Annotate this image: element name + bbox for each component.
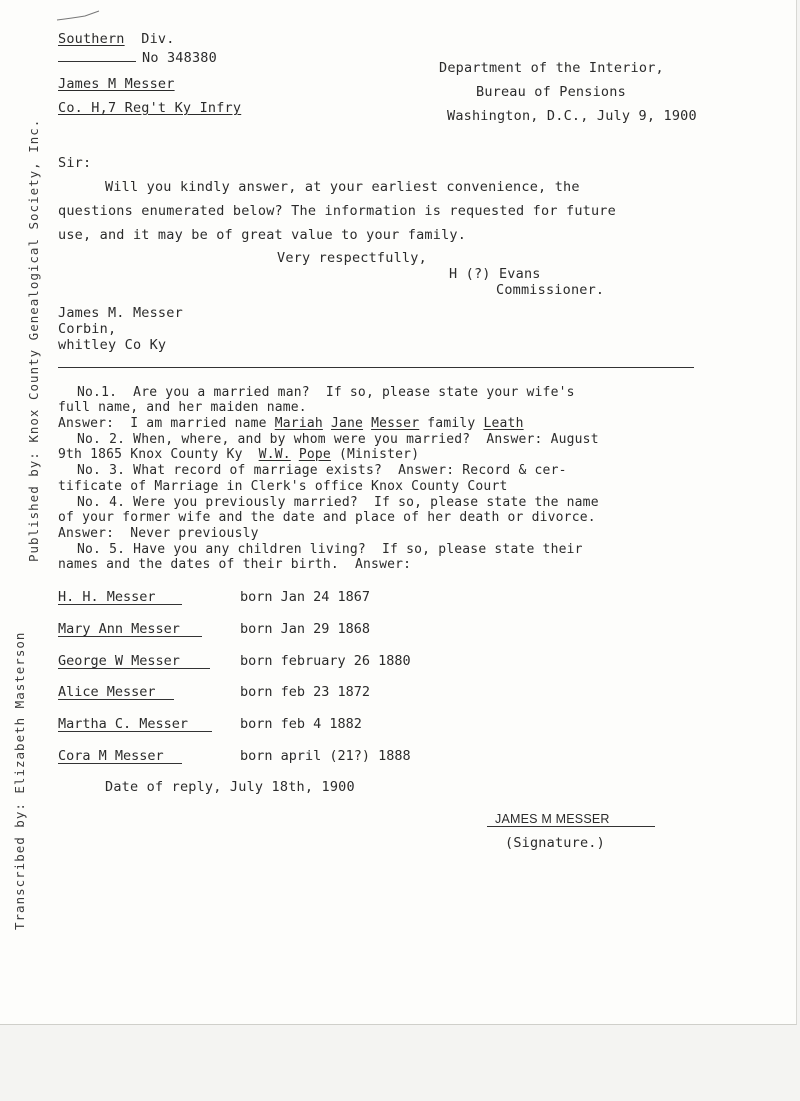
question-3-line-2: tificate of Marriage in Clerk's office Knox County Court: [58, 479, 508, 494]
question-5-line-2: names and the dates of their birth. Answer:: [58, 557, 412, 572]
child-name: George W Messer: [58, 653, 180, 669]
signature-underline: [487, 826, 655, 827]
child-name-underline: [58, 763, 182, 764]
division-name: Southern: [58, 31, 125, 47]
child-birth: born feb 23 1872: [240, 684, 371, 700]
signature-name: JAMES M MESSER: [495, 812, 610, 826]
division-line: [58, 31, 175, 47]
paragraph-line-3: use, and it may be of great value to your family.: [58, 227, 467, 243]
question-4-line-1: No. 4. Were you previously married? If so, please state the name: [77, 495, 599, 510]
signer-name: H (?) Evans: [449, 266, 541, 282]
bureau-line: Bureau of Pensions: [476, 84, 626, 100]
child-name-underline: [58, 731, 212, 732]
addressee-city: Corbin,: [58, 321, 117, 337]
date-of-reply: Date of reply, July 18th, 1900: [105, 779, 355, 795]
closing: Very respectfully,: [277, 250, 427, 266]
child-name-underline: [58, 604, 182, 605]
pen-mark: [55, 10, 100, 22]
minister-role: (Minister): [330, 447, 420, 462]
claim-number: No 348380: [142, 50, 217, 66]
answer-4: Answer: Never previously: [58, 526, 259, 541]
salutation: Sir:: [58, 155, 92, 171]
question-3-line-1: No. 3. What record of marriage exists? Answer: Record & cer-: [77, 463, 567, 478]
answer-2-date-place: 9th 1865 Knox County Ky: [58, 447, 259, 462]
answer-1-family: family: [419, 416, 484, 431]
question-2-line-2: [58, 447, 419, 463]
minister-name: Pope: [298, 447, 331, 462]
child-name: Alice Messer: [58, 684, 156, 700]
child-birth: born april (21?) 1888: [240, 748, 411, 764]
child-name-underline: [58, 699, 174, 700]
child-birth: born Jan 24 1867: [240, 589, 371, 605]
location-date-line: Washington, D.C., July 9, 1900: [447, 108, 697, 124]
signer-title: Commissioner.: [496, 282, 605, 298]
publisher-note: Published by: Knox County Genealogical Society, Inc.: [26, 118, 41, 562]
paragraph-line-1: Will you kindly answer, at your earliest convenience, the: [105, 179, 580, 195]
wife-last-name: Messer: [371, 416, 420, 431]
claim-number-line: [58, 50, 217, 66]
addressee-county: whitley Co Ky: [58, 337, 167, 353]
division-suffix: Div.: [141, 31, 175, 47]
paragraph-line-2: questions enumerated below? The information is requested for future: [58, 203, 616, 219]
question-2-line-1: No. 2. When, where, and by whom were you married? Answer: August: [77, 432, 599, 447]
child-name-underline: [58, 636, 202, 637]
veteran-company: Co. H,7 Reg't Ky Infry: [58, 100, 242, 116]
child-name: Mary Ann Messer: [58, 621, 180, 637]
wife-first-name: Mariah: [274, 416, 323, 431]
signature-label: (Signature.): [505, 835, 605, 851]
child-name: H. H. Messer: [58, 589, 156, 605]
minister-initials: W.W.: [258, 447, 291, 462]
answer-1-prefix: Answer: I am married name: [58, 416, 275, 431]
transcriber-note: Transcribed by: Elizabeth Masterson: [12, 631, 27, 930]
divider-rule: [58, 367, 694, 368]
question-5-line-1: No. 5. Have you any children living? If so, please state their: [77, 542, 583, 557]
addressee-name: James M. Messer: [58, 305, 183, 321]
child-name-underline: [58, 668, 210, 669]
wife-middle-name: Jane: [330, 416, 364, 431]
child-name: Cora M Messer: [58, 748, 164, 764]
child-birth: born february 26 1880: [240, 653, 411, 669]
veteran-name: James M Messer: [58, 76, 175, 92]
question-1-line-1: No.1. Are you a married man? If so, please state your wife's: [77, 385, 575, 400]
dept-line: Department of the Interior,: [439, 60, 664, 76]
answer-1: [58, 416, 524, 432]
child-name: Martha C. Messer: [58, 716, 189, 732]
blank-line: [58, 50, 136, 62]
question-4-line-2: of your former wife and the date and place of her death or divorce.: [58, 510, 596, 525]
question-1-line-2: full name, and her maiden name.: [58, 400, 307, 415]
child-birth: born feb 4 1882: [240, 716, 362, 732]
wife-maiden-name: Leath: [483, 416, 524, 431]
child-birth: born Jan 29 1868: [240, 621, 371, 637]
